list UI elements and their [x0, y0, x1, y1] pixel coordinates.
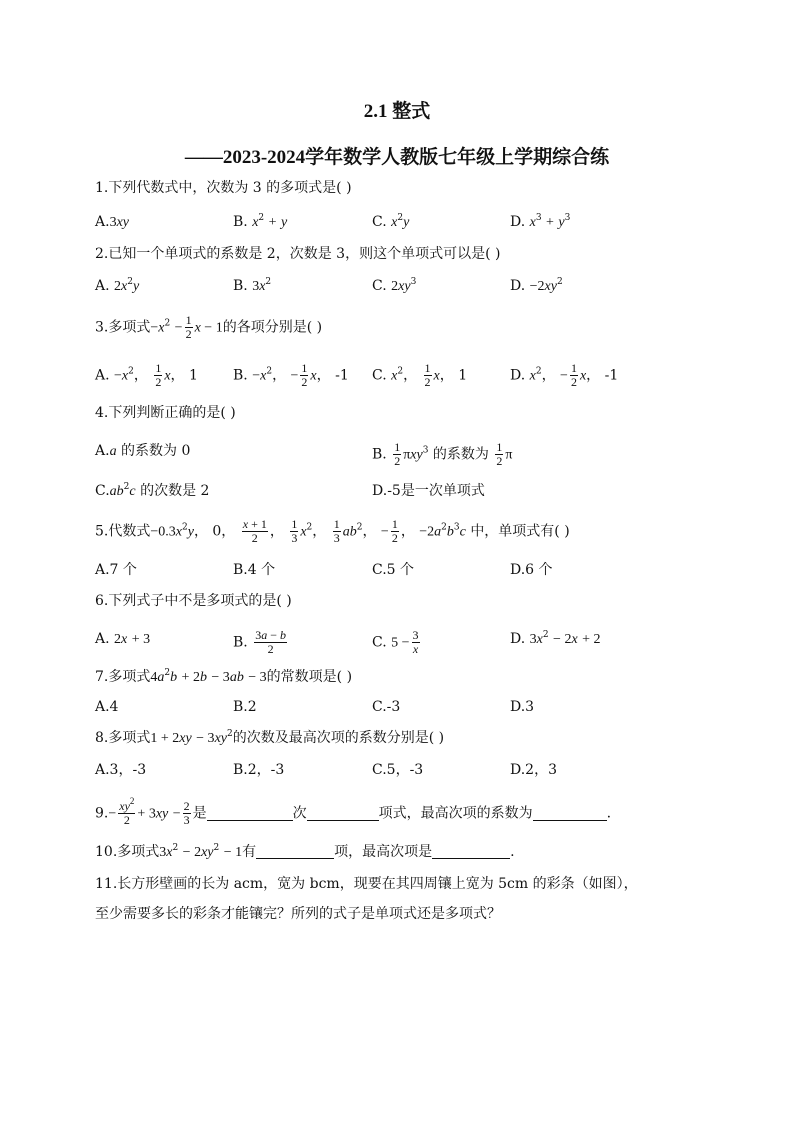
option-text: 的系数为 0 [121, 443, 191, 459]
stem-text: 的各项分别是( ) [222, 319, 323, 336]
q3-option-c[interactable]: C. $x^2$， $\frac{1}{2}$ x， 1 [372, 361, 468, 389]
question-7-stem: 7.多项式$4a^2b + 2b - 3ab - 3$的常数项是( ) [95, 668, 353, 685]
page-title: 2.1 整式 [363, 101, 431, 122]
q7-option-d[interactable]: D.3 [510, 699, 535, 715]
option-label: C. [372, 367, 387, 384]
option-label: B. [233, 278, 248, 294]
question-1-stem: 1.下列代数式中，次数为 3 的多项式是( ) [95, 180, 352, 196]
stem-text: 9. [95, 805, 109, 822]
option-label: C. [372, 634, 387, 651]
q3-option-b[interactable]: B. $-x^2$， − $\frac{1}{2}$ x， -1 [233, 361, 349, 389]
option-text: 的次数是 2 [140, 483, 210, 499]
q4-option-a[interactable]: A.a 的系数为 0 [95, 443, 191, 459]
stem-text: 的常数项是( ) [266, 669, 353, 685]
q1-option-c[interactable]: C. $x^2y$ [372, 213, 410, 230]
q4-option-c[interactable]: $C.ab^2c$ 的次数是 2 [95, 482, 210, 499]
q8-option-a[interactable]: A.3，-3 [95, 762, 147, 778]
question-10-stem: 10.多项式$3x^2 - 2xy^2 - 1$有 项，最高次项是 . [95, 843, 515, 860]
stem-text: 是 [192, 805, 207, 822]
question-11-line-1: 11.长方形壁画的长为 acm，宽为 bcm，现要在其四周镶上宽为 5cm 的彩条（如图）， [95, 876, 638, 892]
question-9-stem: 9.− $\frac{xy^2}{2}$ + 3xy − $\frac{2}{3}$ 是 次 项式，最高次项的系数为 . [95, 796, 612, 827]
stem-text: . [606, 805, 612, 822]
q1-option-d[interactable]: D. $x^3 + y^3$ [510, 213, 571, 230]
question-3-stem: 3.多项式$-x^2$ − $\frac{1}{2}$ x − 1的各项分别是( ) [95, 313, 323, 341]
q6-option-c[interactable]: C. 5 − $\frac{3}{x}$ [372, 628, 419, 656]
option-label: C. [372, 278, 387, 294]
option-label: B. [372, 446, 387, 463]
option-label: D. [510, 214, 526, 230]
question-8-stem: 8.多项式$1 + 2xy - 3xy^2$的次数及最高次项的系数分别是( ) [95, 729, 445, 746]
question-11-line-2: 至少需要多长的彩条才能镶完？所列的式子是单项式还是多项式？ [95, 906, 501, 922]
q5-option-c[interactable]: C.5 个 [372, 562, 415, 578]
answer-blank[interactable] [432, 844, 510, 859]
question-5-stem: 5.代数式$-0.3x^2y$， 0， $\frac{x + 1}{2}$ ， $\frac{1}{3}$ $x^2$， $\frac{1}{3}$ $ab^2$， − $\frac{1}{2}$ ， $-2a^2b^3c$ 中，单项式有( ) [95, 517, 570, 545]
question-6-stem: 6.下列式子中不是多项式的是( ) [95, 593, 292, 609]
stem-text: 有 [242, 844, 257, 860]
stem-text: 的次数及最高次项的系数分别是( ) [232, 730, 445, 746]
stem-text: 7.多项式 [95, 669, 151, 685]
option-label: D. [510, 278, 526, 294]
q2-option-c[interactable]: C. $2xy^3$ [372, 277, 417, 294]
stem-text: . [510, 844, 515, 860]
q1-option-b[interactable]: B. $x^2 + y$ [233, 213, 288, 230]
answer-blank[interactable] [207, 806, 293, 821]
q8-option-d[interactable]: D.2，3 [510, 762, 557, 778]
q6-option-d[interactable]: D. $3x^2 - 2x + 2$ [510, 630, 601, 647]
answer-blank[interactable] [256, 844, 334, 859]
q5-option-a[interactable]: A.7 个 [95, 562, 137, 578]
stem-text: 项式，最高次项的系数为 [378, 805, 533, 822]
answer-blank[interactable] [533, 806, 607, 821]
stem-text: 中，单项式有( ) [470, 523, 570, 540]
q3-option-a[interactable]: A. $-x^2$， $\frac{1}{2}$ x， 1 [95, 361, 198, 389]
option-label: C. [372, 214, 387, 230]
q8-option-b[interactable]: B.2，-3 [233, 762, 285, 778]
option-text: -5是一次单项式 [387, 483, 485, 499]
option-label: D. [510, 367, 526, 384]
option-label: C. [95, 483, 110, 499]
stem-text: 次 [292, 805, 307, 822]
option-label: D. [372, 483, 388, 499]
option-label: A. [95, 214, 110, 230]
option-label: B. [233, 634, 248, 651]
option-label: A. [95, 367, 110, 384]
page-subtitle: ——2023-2024学年数学人教版七年级上学期综合练 [184, 147, 610, 168]
q5-option-d[interactable]: D.6 个 [510, 562, 553, 578]
stem-text: 项，最高次项是 [334, 844, 433, 860]
q6-option-a[interactable]: A. 2x + 3 [95, 631, 151, 647]
stem-text: 3.多项式 [95, 319, 151, 336]
question-4-stem: 4.下列判断正确的是( ) [95, 405, 236, 421]
option-label: A. [95, 443, 110, 459]
q7-option-c[interactable]: C.-3 [372, 699, 401, 715]
q4-option-b[interactable]: B. $\frac{1}{2}$ πxy$^3$ 的系数为 $\frac{1}{2}$ π [372, 440, 513, 468]
stem-text: 10.多项式 [95, 844, 160, 860]
q5-option-b[interactable]: B.4 个 [233, 562, 276, 578]
question-2-stem: 2.已知一个单项式的系数是 2，次数是 3，则这个单项式可以是( ) [95, 246, 501, 262]
option-label: A. [95, 278, 110, 294]
q4-option-d[interactable] [372, 481, 485, 501]
stem-text: 8.多项式 [95, 730, 151, 746]
q7-option-a[interactable]: A.4 [95, 699, 119, 715]
option-label: A. [95, 631, 110, 647]
q8-option-c[interactable]: C.5，-3 [372, 762, 424, 778]
option-label: B. [233, 214, 248, 230]
option-label: D. [510, 631, 526, 647]
q2-option-a[interactable]: A. $2x^2y$ [95, 277, 140, 294]
q2-option-b[interactable]: B. $3x^2$ [233, 277, 272, 294]
q7-option-b[interactable]: B.2 [233, 699, 257, 715]
option-text: 的系数为 [432, 446, 489, 463]
option-label: B. [233, 367, 248, 384]
stem-text: 5.代数式 [95, 523, 151, 540]
q1-option-a[interactable]: A.3xy [95, 214, 129, 230]
q3-option-d[interactable]: D. $x^2$， − $\frac{1}{2}$ x， -1 [510, 361, 619, 389]
answer-blank[interactable] [307, 806, 379, 821]
q6-option-b[interactable]: B. $\frac{3a - b}{2}$ [233, 628, 286, 656]
q2-option-d[interactable]: D. $-2xy^2$ [510, 277, 563, 294]
